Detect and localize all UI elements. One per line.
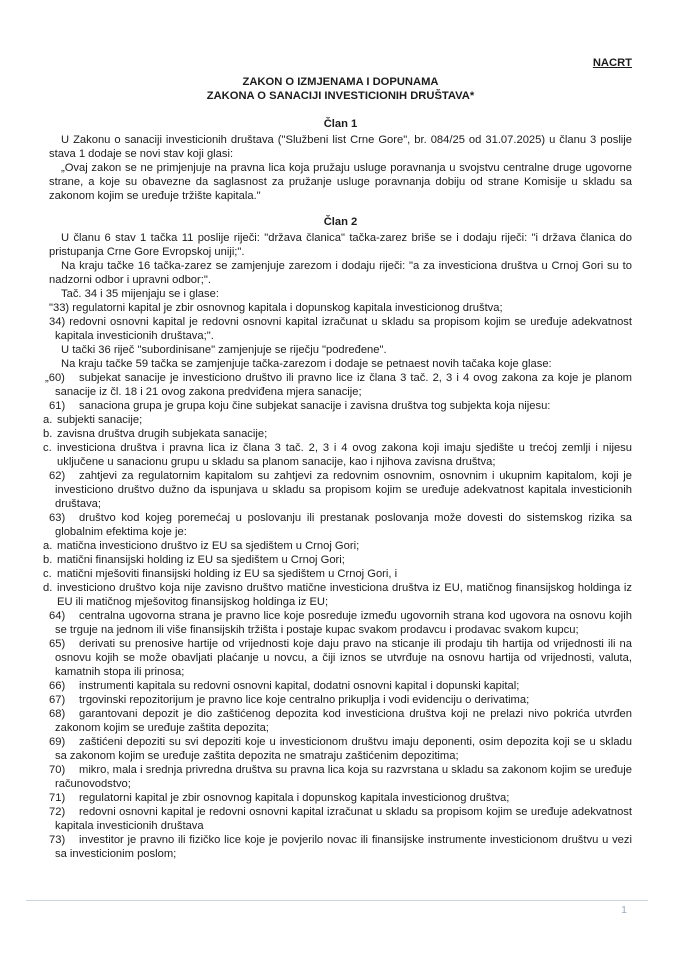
list-text: investiciona društva i pravna lica iz člana 3 tač. 2, 3 i 4 ovog zakona koji imaju sjedište u trećoj zemlji i nijesu uključene u sanacionu grupu u skladu sa planom sanacije, kao i njihova zavisna društva; [57, 442, 632, 468]
list-marker: 64) [49, 610, 66, 622]
list-text: mikro, mala i srednja privredna društva su pravna lica koja su razvrstana u skladu sa zakonom kojim se uređuje računovodstvo; [55, 764, 632, 790]
list-marker: 72) [49, 806, 66, 818]
list-text: centralna ugovorna strana je pravno lice koje posreduje između ugovornih strana kod ugovora na osnovu kojih se trguje na jednom ili više finansijskih tržišta i postaje kupac svakom prodavcu i prodavac svakom kupcu; [55, 610, 632, 636]
list-item [43, 539, 632, 553]
list-text: garantovani depozit je dio zaštićenog depozita kod investiciona društva koji ne prelazi nivo pokrića utvrđen zakonom kojim se uređuje zaštita depozita; [55, 708, 632, 734]
list-text: instrumenti kapitala su redovni osnovni kapital, dodatni osnovni kapital i dopunski kapital; [79, 680, 520, 692]
list-marker: 71) [49, 792, 66, 804]
list-item [49, 707, 632, 735]
list-text: investiciono društvo koja nije zavisno društvo matične investiciona društva iz EU, matičnog finansijskog holdinga iz EU ili matičnog mješovitog finansijskog holdinga iz EU; [57, 582, 632, 608]
list-item [43, 427, 632, 441]
list-marker: 67) [49, 694, 66, 706]
list-text: regulatorni kapital je zbir osnovnog kapitala i dopunskog kapitala investicionog društva; [79, 792, 510, 804]
list-marker: 69) [49, 736, 66, 748]
list-item [49, 609, 632, 637]
list-item [43, 553, 632, 567]
list-marker: „60) [45, 372, 65, 384]
paragraph: Na kraju tačke 59 tačka se zamjenjuje tačka-zarezom i dodaje se petnaest novih tačaka koje glase: [61, 358, 552, 370]
list-text: zahtjevi za regulatornim kapitalom su zahtjevi za redovnim osnovnim, osnovnim i ukupnim kapitalom, koji je investiciono društvo dužno da ispunjava u skladu sa propisom kojim se uređuje adekvatnost kapitala investicionih društava; [55, 470, 632, 510]
list-text: redovni osnovni kapital je redovni osnovni kapital izračunat u skladu sa propisom kojim se uređuje adekvatnost kapitala investicionih društava [55, 806, 632, 832]
list-text: investitor je pravno ili fizičko lice koje je povjerilo novac ili finansijske instrumente investicionom društvu u vezi sa investicionim poslom; [55, 834, 632, 860]
paragraph: Tač. 34 i 35 mijenjaju se i glase: [61, 288, 219, 300]
list-marker: b. [43, 554, 53, 566]
list-item [49, 693, 632, 707]
list-item [43, 413, 632, 427]
list-marker: 68) [49, 708, 66, 720]
document-title-line2: ZAKONA O SANACIJI INVESTICIONIH DRUŠTAVA* [206, 90, 475, 102]
list-item [49, 833, 632, 861]
article-heading: Član 1 [323, 118, 358, 130]
list-marker: 73) [49, 834, 66, 846]
article-section [49, 117, 632, 203]
paragraph: "33) regulatorni kapital je zbir osnovnog kapitala i dopunskog kapitala investicionog društva; [49, 302, 503, 314]
list-marker: 62) [49, 470, 66, 482]
paragraph: U tački 36 riječ "subordinisane" zamjenjuje se riječju "podređene". [61, 344, 387, 356]
list-marker: c. [43, 442, 52, 454]
list-text: trgovinski repozitorijum je pravno lice koje centralno prikuplja i vodi evidenciju o derivatima; [79, 694, 530, 706]
list-marker: 61) [49, 400, 66, 412]
draft-label: NACRT [592, 57, 632, 69]
list-item [49, 763, 632, 791]
list-text: sanaciona grupa je grupa koju čine subjekat sanacije i zavisna društva tog subjekta koja nijesu: [79, 400, 551, 412]
paragraph: „Ovaj zakon se ne primjenjuje na pravna lica koja pružaju usluge poravnanja u svojstvu centralne druge ugovorne strane, a koje su obavezne da saglasnost za pružanje usluge poravnanja dobiju od strane Komisije u skladu sa zakonom kojim se uređuje tržište kapitala." [49, 162, 632, 202]
list-text: zavisna društva drugih subjekata sanacije; [57, 428, 268, 440]
page-number: 1 [621, 904, 627, 916]
list-text: subjekat sanacije je investiciono društvo ili pravno lice iz člana 3 tač. 2, 3 i 4 ovog zakona za koje je planom sanacije iz čl. 18 i 21 ovog zakona predviđena mjera sanacije; [55, 372, 632, 398]
list-text: derivati su prenosive hartije od vrijednosti koje daju pravo na sticanje ili prodaju tih hartija od vrijednosti ili na osnovu kojih se može obavljati plaćanje u novcu, a čiji iznos se utvrđuje na osnovu hartija od vrijednosti, valuta, kamatnih stopa ili prinosa; [55, 638, 632, 678]
article-heading: Član 2 [323, 216, 358, 228]
list-item [43, 567, 632, 581]
paragraph: 34) redovni osnovni kapital je redovni osnovni kapital izračunat u skladu sa propisom kojim se uređuje adekvatnost kapitala investicionih društava;". [49, 316, 632, 342]
list-marker: d. [43, 582, 53, 594]
document-content [43, 56, 632, 861]
list-item [49, 679, 632, 693]
article-section [43, 215, 632, 861]
footer-rule [26, 900, 648, 901]
paragraph: U Zakonu o sanaciji investicionih društava ("Službeni list Crne Gore", br. 084/25 od 31.07.2025) u članu 3 poslije stava 1 dodaje se novi stav koji glasi: [49, 134, 632, 160]
articles-container [43, 117, 632, 861]
list-item [49, 735, 632, 763]
list-marker: 63) [49, 512, 66, 524]
list-marker: 66) [49, 680, 66, 692]
list-text: zaštićeni depoziti su svi depoziti koje u investicionom društvu imaju deponenti, osim depozita koji se u skladu sa zakonom kojim se uređuje zaštita depozita ne smatraju zaštićenim depozitima; [55, 736, 632, 762]
list-item [49, 399, 632, 413]
paragraph: U članu 6 stav 1 tačka 11 poslije riječi: "država članica" tačka-zarez briše se i dodaju riječi: "i država članica do pristupanja Crne Gore Evropskoj uniji;". [49, 232, 632, 258]
list-marker: c. [43, 568, 52, 580]
list-item [49, 805, 632, 833]
list-marker: a. [43, 414, 53, 426]
document-title-line1: ZAKON O IZMJENAMA I DOPUNAMA [242, 76, 439, 88]
list-text: subjekti sanacije; [57, 414, 143, 426]
list-text: matična investiciono društvo iz EU sa sjedištem u Crnoj Gori; [57, 540, 360, 552]
list-item [49, 469, 632, 511]
list-item [45, 371, 632, 399]
list-item [49, 791, 632, 805]
list-item [49, 511, 632, 539]
list-marker: 65) [49, 638, 66, 650]
list-marker: a. [43, 540, 53, 552]
list-text: matični mješoviti finansijski holding iz EU sa sjedištem u Crnoj Gori, i [57, 568, 398, 580]
list-marker: b. [43, 428, 53, 440]
list-item [43, 441, 632, 469]
list-marker: 70) [49, 764, 66, 776]
list-item [49, 637, 632, 679]
list-text: društvo kod kojeg poremećaj u poslovanju ili prestanak poslovanja može dovesti do sistemskog rizika sa globalnim efektima koje je: [55, 512, 632, 538]
paragraph: Na kraju tačke 16 tačka-zarez se zamjenjuje zarezom i dodaju riječi: "a za investiciona društva u Crnoj Gori su to nadzorni odbor i upravni odbor;". [49, 260, 632, 286]
list-text: matični finansijski holding iz EU sa sjedištem u Crnoj Gori; [57, 554, 345, 566]
list-item [43, 581, 632, 609]
